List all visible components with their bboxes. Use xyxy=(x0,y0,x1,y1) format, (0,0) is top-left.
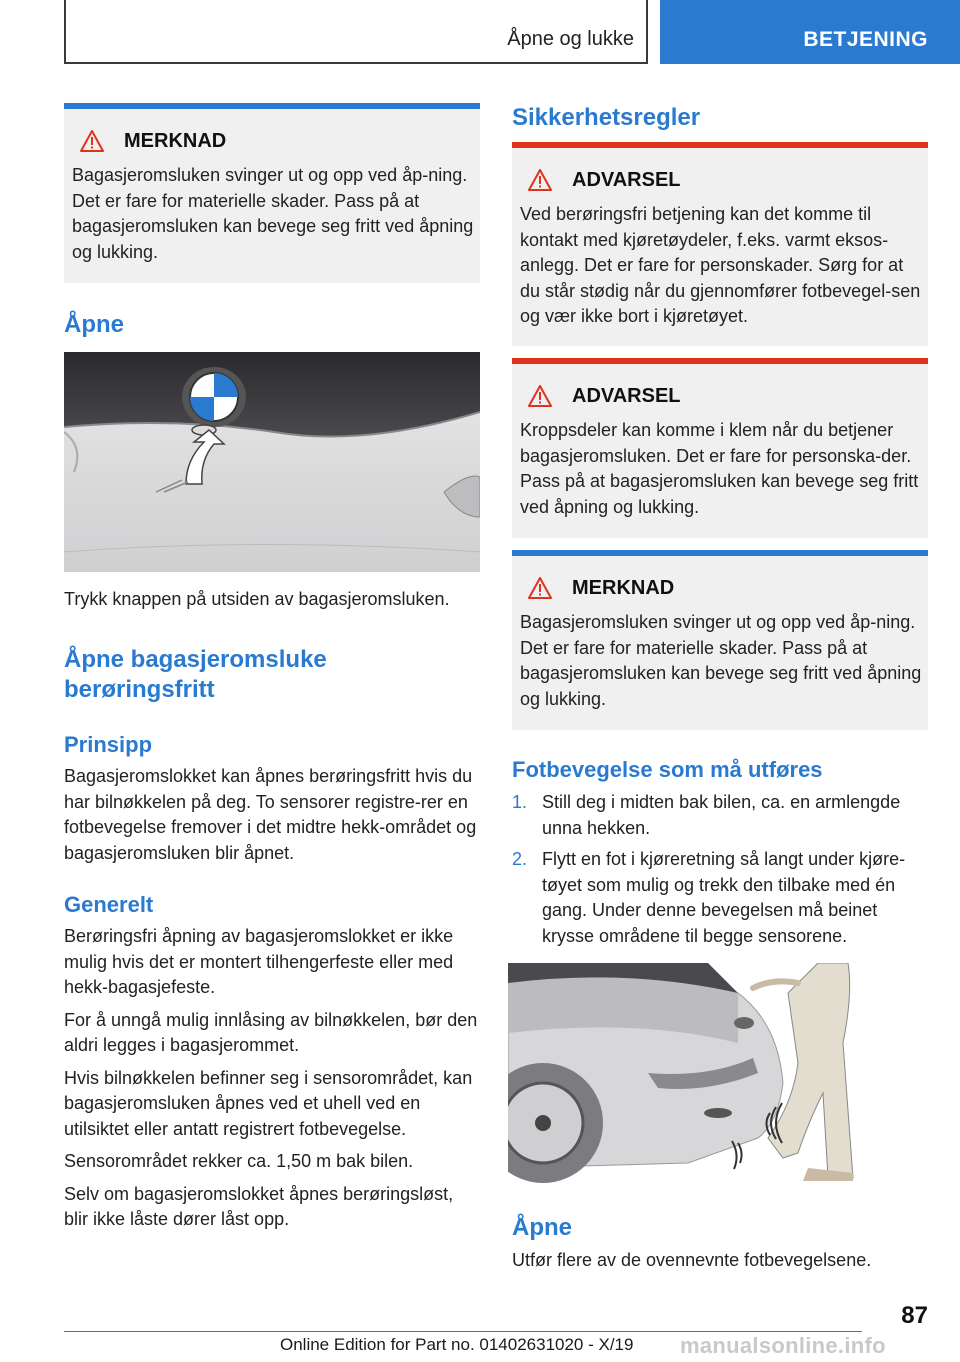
list-item xyxy=(512,790,928,841)
warning-triangle-icon xyxy=(528,169,552,191)
heading-safety: Sikkerhetsregler xyxy=(512,104,701,131)
heading-principle: Prinsipp xyxy=(64,732,153,757)
warning-header xyxy=(528,384,681,408)
general-paragraph: Hvis bilnøkkelen befinner seg i sensorområdet, kan bagasjeromsluken åpnes ved et uhell ved en utilsiktet eller antatt registrert fotbevegelse. xyxy=(64,1067,473,1139)
page-number: 87 xyxy=(901,1302,928,1329)
warning-text: Kroppsdeler kan komme i klem når du betjener bagasjeromsluken. Det er fare for personska-der. Pass på at bagasjeromsluken kan bevege seg fritt ved åpning og lukking. xyxy=(520,420,919,517)
step-text: Flytt en fot i kjøreretning så langt under kjøre-tøyet som mulig og trekk den tilbake med én gang. Under denne bevegelsen må beinet krysse områdene til begge sensorene. xyxy=(542,849,906,946)
open-instruction: Utfør flere av de ovennevnte fotbevegelsene. xyxy=(512,1250,872,1270)
notice-bar xyxy=(64,103,480,109)
heading-foot-movement: Fotbevegelse som må utføres xyxy=(512,757,823,782)
general-paragraph: For å unngå mulig innlåsing av bilnøkkelen, bør den aldri legges i bagasjerommet. xyxy=(64,1009,478,1055)
warning-bar xyxy=(512,142,928,148)
notice-bar xyxy=(512,550,928,556)
warning-text: Ved berøringsfri betjening kan det komme til kontakt med kjøretøydeler, f.eks. varmt eksos-anlegg. Det er fare for personskader. Sørg for at du står stødig når du gjennomfører fotbevegel-sen og vær ikke bort i kjøretøyet. xyxy=(520,204,921,326)
notice-header xyxy=(528,576,674,600)
principle-text: Bagasjeromslokket kan åpnes berøringsfritt hvis du har bilnøkkelen på deg. To sensorer registre-rer en fotbevegelse fremover i det midtre hekk-området og bagasjeromsluken blir åpnet. xyxy=(64,766,477,863)
header-section-tab xyxy=(660,0,960,64)
warning-label: ADVARSEL xyxy=(572,384,681,407)
image-caption: Trykk knappen på utsiden av bagasjeromsluken. xyxy=(64,589,450,609)
header-section-label: BETJENING xyxy=(803,28,928,51)
general-section xyxy=(64,924,480,1233)
general-paragraph: Selv om bagasjeromslokket åpnes berøringsløst, blir ikke låste dører låst opp. xyxy=(64,1183,454,1229)
notice-box-1 xyxy=(64,103,480,283)
list-item xyxy=(512,847,928,949)
general-paragraph: Sensorområdet rekker ca. 1,50 m bak bilen. xyxy=(64,1151,414,1171)
notice-text: Bagasjeromsluken svinger ut og opp ved åp-ning. Det er fare for materielle skader. Pass på at bagasjeromsluken kan bevege seg fritt ved åpning og lukking. xyxy=(520,612,922,709)
warning-box-2 xyxy=(512,358,928,538)
foot-gesture-illustration xyxy=(508,963,864,1185)
notice-label: MERKNAD xyxy=(572,576,675,599)
step-text: Still deg i midten bak bilen, ca. en armlengde unna hekken. xyxy=(542,792,901,838)
warning-box-1 xyxy=(512,142,928,346)
steps-list xyxy=(512,790,928,955)
heading-open-right: Åpne xyxy=(512,1214,572,1241)
notice-header xyxy=(80,129,226,153)
heading-open: Åpne xyxy=(64,311,124,338)
footer-divider xyxy=(64,1331,862,1332)
heading-touchless: Åpne bagasjeromsluke berøringsfritt xyxy=(64,646,327,703)
notice-label: MERKNAD xyxy=(124,129,227,152)
warning-header xyxy=(528,168,681,192)
trunk-button-illustration xyxy=(64,352,480,572)
trunk-button-image xyxy=(64,352,480,572)
footer-edition: Online Edition for Part no. 01402631020 - X/19 xyxy=(280,1335,634,1354)
heading-general: Generelt xyxy=(64,892,154,917)
warning-label: ADVARSEL xyxy=(572,168,681,191)
warning-bar xyxy=(512,358,928,364)
general-paragraph: Berøringsfri åpning av bagasjeromslokket er ikke mulig hvis det er montert tilhengerfeste eller med hekk-bagasjefeste. xyxy=(64,926,454,997)
foot-gesture-image xyxy=(508,963,864,1185)
step-number: 1. xyxy=(512,792,528,812)
header-title-box xyxy=(64,0,648,64)
notice-text: Bagasjeromsluken svinger ut og opp ved åp-ning. Det er fare for materielle skader. Pass på at bagasjeromsluken kan bevege seg fritt ved åpning og lukking. xyxy=(72,165,474,262)
notice-box-2 xyxy=(512,550,928,730)
warning-triangle-icon xyxy=(528,577,552,599)
header-title: Åpne og lukke xyxy=(507,28,634,50)
watermark: manualsonline.info xyxy=(680,1333,886,1358)
warning-triangle-icon xyxy=(80,130,104,152)
step-number: 2. xyxy=(512,849,528,869)
warning-triangle-icon xyxy=(528,385,552,407)
